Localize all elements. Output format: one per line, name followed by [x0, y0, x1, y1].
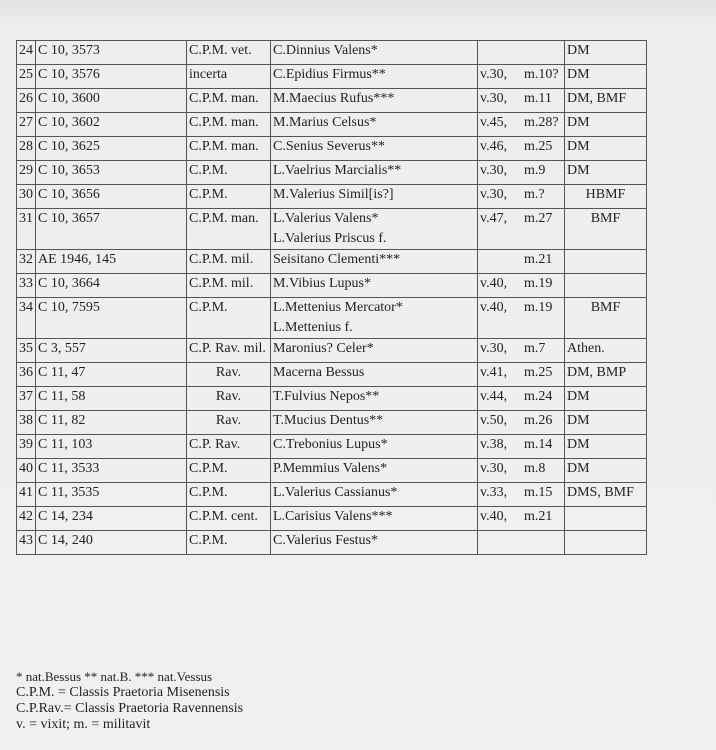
name-primary: Seisitano Clementi*** — [273, 252, 401, 267]
notes-cell: DM — [565, 161, 647, 185]
row-number-cell: 31 — [17, 209, 36, 250]
table-row — [17, 411, 647, 435]
class-cell: C.P.M. man. — [187, 113, 271, 137]
reference-cell: C 14, 240 — [36, 531, 187, 555]
name-primary: T.Mucius Dentus** — [273, 413, 384, 428]
reference-cell: C 10, 3602 — [36, 113, 187, 137]
vixit-value: v.30, — [480, 91, 508, 106]
name-cell — [271, 137, 478, 161]
name-primary: C.Trebonius Lupus* — [273, 437, 388, 452]
name-primary: T.Fulvius Nepos** — [273, 389, 380, 404]
class-cell: C.P.M. mil. — [187, 250, 271, 274]
militavit-value: m.9 — [524, 163, 546, 178]
vixit-militavit-cell — [478, 339, 565, 363]
militavit-value: m.28? — [524, 115, 559, 130]
militavit-value: m.10? — [524, 67, 559, 82]
table-row — [17, 274, 647, 298]
reference-cell: C 11, 103 — [36, 435, 187, 459]
vixit-value: v.40, — [480, 509, 508, 524]
class-cell: C.P.M. mil. — [187, 274, 271, 298]
notes-cell: DM, BMP — [565, 363, 647, 387]
table-row — [17, 507, 647, 531]
militavit-value: m.25 — [524, 139, 553, 154]
vixit-value: v.30, — [480, 163, 508, 178]
name-primary: C.Dinnius Valens* — [273, 43, 378, 58]
row-number-cell: 43 — [17, 531, 36, 555]
vixit-militavit-cell — [478, 459, 565, 483]
name-primary: M.Valerius Simil[is?] — [273, 187, 394, 202]
vixit-value: v.38, — [480, 437, 508, 452]
name-cell — [271, 65, 478, 89]
class-cell: C.P.M. vet. — [187, 41, 271, 65]
footnote-nationality: * nat.Bessus ** nat.B. *** nat.Vessus — [16, 669, 213, 684]
notes-cell: BMF — [565, 298, 647, 339]
name-cell — [271, 363, 478, 387]
table-row — [17, 483, 647, 507]
name-primary: M.Maecius Rufus*** — [273, 91, 395, 106]
notes-cell: DM, BMF — [565, 89, 647, 113]
name-cell — [271, 507, 478, 531]
reference-cell: C 11, 82 — [36, 411, 187, 435]
inscriptions-table — [16, 40, 647, 555]
vixit-value: v.46, — [480, 139, 508, 154]
reference-cell: C 10, 7595 — [36, 298, 187, 339]
vixit-value: v.45, — [480, 115, 508, 130]
class-cell: C.P.M. — [187, 459, 271, 483]
vixit-militavit-cell — [478, 411, 565, 435]
reference-cell: C 10, 3656 — [36, 185, 187, 209]
name-primary: L.Vaelrius Marcialis** — [273, 163, 402, 178]
vixit-value: v.30, — [480, 461, 508, 476]
class-cell: Rav. — [187, 411, 271, 435]
name-primary: L.Valerius Valens* — [273, 211, 379, 226]
militavit-value: m.7 — [524, 341, 546, 356]
name-cell — [271, 298, 478, 339]
vixit-value: v.41, — [480, 365, 508, 380]
table-row — [17, 459, 647, 483]
name-cell — [271, 531, 478, 555]
reference-cell: C 10, 3573 — [36, 41, 187, 65]
name-primary: L.Mettenius Mercator* — [273, 300, 403, 315]
notes-cell — [565, 507, 647, 531]
name-primary: M.Vibius Lupus* — [273, 276, 371, 291]
class-cell: C.P.M. — [187, 531, 271, 555]
militavit-value: m.25 — [524, 365, 553, 380]
vixit-militavit-cell — [478, 65, 565, 89]
row-number-cell: 36 — [17, 363, 36, 387]
vixit-value: v.30, — [480, 187, 508, 202]
reference-cell: C 11, 3533 — [36, 459, 187, 483]
vixit-value: v.40, — [480, 300, 508, 315]
reference-cell: C 10, 3600 — [36, 89, 187, 113]
name-cell — [271, 113, 478, 137]
class-cell: C.P.M. man. — [187, 209, 271, 250]
vixit-militavit-cell — [478, 531, 565, 555]
footnote-cpm: C.P.M. = Classis Praetoria Misenensis — [16, 685, 230, 700]
vixit-value: v.40, — [480, 276, 508, 291]
row-number-cell: 26 — [17, 89, 36, 113]
militavit-value: m.21 — [524, 509, 553, 524]
vixit-militavit-cell — [478, 185, 565, 209]
row-number-cell: 24 — [17, 41, 36, 65]
footnotes — [16, 669, 243, 733]
class-cell: C.P. Rav. — [187, 435, 271, 459]
footnote-vm: v. = vixit; m. = militavit — [16, 717, 151, 732]
name-primary: M.Marius Celsus* — [273, 115, 377, 130]
name-cell — [271, 411, 478, 435]
class-cell: incerta — [187, 65, 271, 89]
militavit-value: m.27 — [524, 211, 553, 226]
class-cell: C.P.M. — [187, 483, 271, 507]
militavit-value: m.14 — [524, 437, 553, 452]
vixit-militavit-cell — [478, 483, 565, 507]
name-cell — [271, 185, 478, 209]
table-row — [17, 185, 647, 209]
vixit-value: v.50, — [480, 413, 508, 428]
notes-cell: Athen. — [565, 339, 647, 363]
notes-cell — [565, 250, 647, 274]
reference-cell: C 10, 3576 — [36, 65, 187, 89]
row-number-cell: 38 — [17, 411, 36, 435]
class-cell: C.P.M. — [187, 185, 271, 209]
table-row — [17, 250, 647, 274]
row-number-cell: 40 — [17, 459, 36, 483]
row-number-cell: 42 — [17, 507, 36, 531]
name-primary: C.Valerius Festus* — [273, 533, 378, 548]
vixit-militavit-cell — [478, 89, 565, 113]
row-number-cell: 39 — [17, 435, 36, 459]
class-cell: C.P.M. — [187, 298, 271, 339]
table-row — [17, 137, 647, 161]
vixit-militavit-cell — [478, 435, 565, 459]
table-row — [17, 89, 647, 113]
row-number-cell: 37 — [17, 387, 36, 411]
militavit-value: m.26 — [524, 413, 553, 428]
table-row — [17, 209, 647, 250]
class-cell: Rav. — [187, 363, 271, 387]
vixit-militavit-cell — [478, 113, 565, 137]
name-cell — [271, 274, 478, 298]
militavit-value: m.19 — [524, 276, 553, 291]
row-number-cell: 30 — [17, 185, 36, 209]
row-number-cell: 29 — [17, 161, 36, 185]
vixit-value: v.44, — [480, 389, 508, 404]
vixit-militavit-cell — [478, 209, 565, 250]
name-cell — [271, 89, 478, 113]
name-cell — [271, 161, 478, 185]
table-row — [17, 435, 647, 459]
reference-cell: C 11, 47 — [36, 363, 187, 387]
vixit-militavit-cell — [478, 363, 565, 387]
notes-cell — [565, 531, 647, 555]
name-cell — [271, 41, 478, 65]
vixit-militavit-cell — [478, 250, 565, 274]
vixit-militavit-cell — [478, 298, 565, 339]
class-cell: C.P. Rav. mil. — [187, 339, 271, 363]
vixit-militavit-cell — [478, 274, 565, 298]
notes-cell: HBMF — [565, 185, 647, 209]
table-row — [17, 387, 647, 411]
notes-cell: DM — [565, 113, 647, 137]
notes-cell: DM — [565, 435, 647, 459]
row-number-cell: 28 — [17, 137, 36, 161]
class-cell: Rav. — [187, 387, 271, 411]
table-row — [17, 113, 647, 137]
table-body — [17, 41, 647, 555]
name-secondary: L.Mettenius f. — [273, 320, 353, 335]
reference-cell: AE 1946, 145 — [36, 250, 187, 274]
militavit-value: m.19 — [524, 300, 553, 315]
vixit-militavit-cell — [478, 41, 565, 65]
notes-cell — [565, 274, 647, 298]
table-row — [17, 363, 647, 387]
name-cell — [271, 435, 478, 459]
class-cell: C.P.M. — [187, 161, 271, 185]
class-cell: C.P.M. man. — [187, 89, 271, 113]
table-row — [17, 65, 647, 89]
vixit-value: v.33, — [480, 485, 508, 500]
name-cell — [271, 339, 478, 363]
table-row — [17, 298, 647, 339]
vixit-value: v.30, — [480, 67, 508, 82]
table-row — [17, 41, 647, 65]
reference-cell: C 10, 3657 — [36, 209, 187, 250]
name-primary: Macerna Bessus — [273, 365, 365, 380]
vixit-militavit-cell — [478, 137, 565, 161]
class-cell: C.P.M. cent. — [187, 507, 271, 531]
table-row — [17, 161, 647, 185]
militavit-value: m.21 — [524, 252, 553, 267]
notes-cell: DM — [565, 411, 647, 435]
reference-cell: C 10, 3625 — [36, 137, 187, 161]
militavit-value: m.8 — [524, 461, 546, 476]
name-primary: C.Epidius Firmus** — [273, 67, 386, 82]
vixit-militavit-cell — [478, 387, 565, 411]
name-secondary: L.Valerius Priscus f. — [273, 231, 387, 246]
row-number-cell: 27 — [17, 113, 36, 137]
reference-cell: C 10, 3653 — [36, 161, 187, 185]
name-cell — [271, 250, 478, 274]
reference-cell: C 11, 3535 — [36, 483, 187, 507]
row-number-cell: 32 — [17, 250, 36, 274]
vixit-militavit-cell — [478, 507, 565, 531]
footnote-cprav: C.P.Rav.= Classis Praetoria Ravennensis — [16, 701, 244, 716]
reference-cell: C 3, 557 — [36, 339, 187, 363]
militavit-value: m.? — [524, 187, 545, 202]
name-cell — [271, 209, 478, 250]
class-cell: C.P.M. man. — [187, 137, 271, 161]
name-cell — [271, 483, 478, 507]
notes-cell: DMS, BMF — [565, 483, 647, 507]
name-primary: Maronius? Celer* — [273, 341, 374, 356]
row-number-cell: 41 — [17, 483, 36, 507]
militavit-value: m.15 — [524, 485, 553, 500]
notes-cell: DM — [565, 65, 647, 89]
notes-cell: DM — [565, 137, 647, 161]
notes-cell: BMF — [565, 209, 647, 250]
reference-cell: C 14, 234 — [36, 507, 187, 531]
table-row — [17, 531, 647, 555]
militavit-value: m.24 — [524, 389, 553, 404]
name-primary: C.Senius Severus** — [273, 139, 385, 154]
row-number-cell: 34 — [17, 298, 36, 339]
notes-cell: DM — [565, 387, 647, 411]
vixit-value: v.47, — [480, 211, 508, 226]
row-number-cell: 25 — [17, 65, 36, 89]
notes-cell: DM — [565, 459, 647, 483]
reference-cell: C 11, 58 — [36, 387, 187, 411]
name-primary: P.Memmius Valens* — [273, 461, 388, 476]
row-number-cell: 35 — [17, 339, 36, 363]
name-cell — [271, 459, 478, 483]
notes-cell: DM — [565, 41, 647, 65]
vixit-value: v.30, — [480, 341, 508, 356]
name-cell — [271, 387, 478, 411]
militavit-value: m.11 — [524, 91, 552, 106]
name-primary: L.Carisius Valens*** — [273, 509, 393, 524]
row-number-cell: 33 — [17, 274, 36, 298]
reference-cell: C 10, 3664 — [36, 274, 187, 298]
name-primary: L.Valerius Cassianus* — [273, 485, 398, 500]
vixit-militavit-cell — [478, 161, 565, 185]
table-row — [17, 339, 647, 363]
